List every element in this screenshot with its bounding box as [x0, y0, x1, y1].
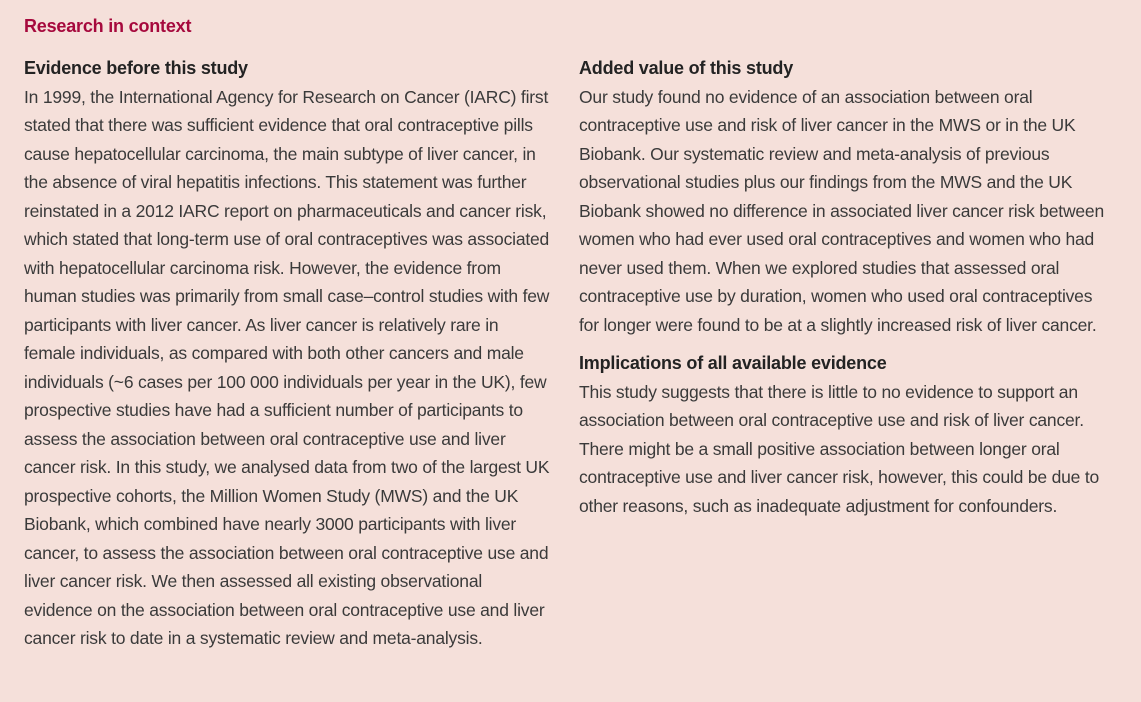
section-body-added-value-of-this-study: Our study found no evidence of an association between oral contraceptive use and risk of liver cancer in the MWS or in the UK Biobank. Our systematic review and meta-analysis of previous observational studies plus our findings from the MWS and the UK Biobank showed no difference in associated liver cancer risk between women who had ever used oral contraceptives and women who had never used them. When we explored studies that assessed oral contraceptive use by duration, women who used oral contraceptives for longer were found to be at a slightly increased risk of liver cancer. [579, 86, 1104, 335]
section-added-value-of-this-study [579, 54, 1105, 339]
panel-title: Research in context [24, 16, 192, 36]
section-evidence-before-this-study [24, 54, 550, 653]
section-body-evidence-before-this-study: In 1999, the International Agency for Research on Cancer (IARC) first stated that there was sufficient evidence that oral contraceptive pills cause hepatocellular carcinoma, the main subtype of liver cancer, in the absence of viral hepatitis infections. This statement was further reinstated in a 2012 IARC report on pharmaceuticals and cancer risk, which stated that long-term use of oral contraceptives was associated with hepatocellular carcinoma risk. However, the evidence from human studies was primarily from small case–control studies with few participants with liver cancer. As liver cancer is relatively rare in female individuals, as compared with both other cancers and male individuals (~6 cases per 100 000 individuals per year in the UK), few prospective studies have had a sufficient number of participants to assess the association between oral contraceptive use and liver cancer risk. In this study, we analysed data from two of the largest UK prospective cohorts, the Million Women Study (MWS) and the UK Biobank, which combined have nearly 3000 participants with liver cancer, to assess the association between oral contraceptive use and liver cancer risk. We then assessed all existing observational evidence on the association between oral contraceptive use and liver cancer risk to date in a systematic review and meta-analysis. [24, 86, 550, 648]
section-heading-implications-of-all-available-evidence: Implications of all available evidence [579, 353, 887, 373]
section-heading-added-value-of-this-study: Added value of this study [579, 58, 794, 78]
panel-columns [24, 54, 1105, 702]
section-body-implications-of-all-available-evidence: This study suggests that there is little to no evidence to support an association between oral contraceptive use and risk of liver cancer. There might be a small positive association between longer oral contraceptive use and liver cancer risk, however, this could be due to other reasons, such as inadequate adjustment for confounders. [579, 381, 1100, 516]
section-heading-evidence-before-this-study: Evidence before this study [24, 58, 248, 78]
section-implications-of-all-available-evidence [579, 349, 1105, 520]
